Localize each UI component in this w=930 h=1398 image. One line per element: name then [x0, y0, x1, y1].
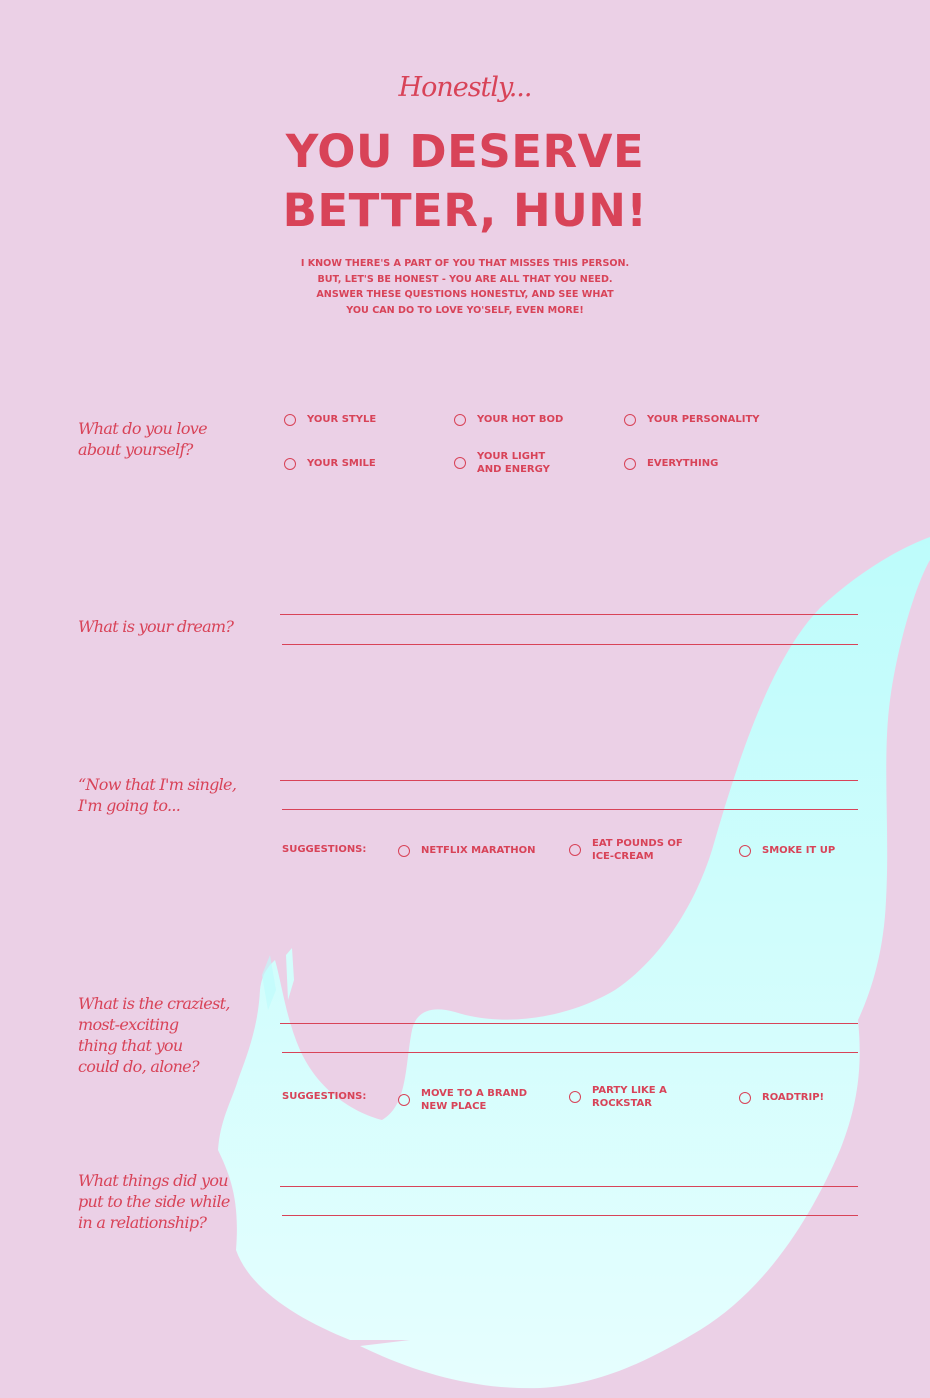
answer-line[interactable] — [282, 1215, 858, 1216]
option-label — [477, 450, 550, 476]
radio-circle-icon[interactable] — [454, 457, 466, 469]
option-label-line: MOVE TO A BRAND — [421, 1088, 527, 1099]
question-dream — [78, 616, 258, 637]
question-line: What do you love — [78, 419, 207, 438]
radio-circle-icon[interactable] — [454, 414, 466, 426]
radio-circle-icon[interactable] — [569, 844, 581, 856]
question-line: “Now that I'm single, — [78, 775, 237, 794]
question-now-single — [78, 774, 258, 816]
answer-line[interactable] — [282, 809, 858, 810]
option-label: NETFLIX MARATHON — [421, 845, 536, 856]
question-line: most-exciting — [78, 1015, 179, 1034]
page-title-line-1: YOU DESERVE — [285, 125, 645, 178]
question-put-aside — [78, 1170, 258, 1233]
radio-circle-icon[interactable] — [739, 845, 751, 857]
option-your-style[interactable] — [284, 413, 376, 426]
suggestions-label: SUGGESTIONS: — [282, 1091, 367, 1102]
answer-line[interactable] — [280, 1023, 858, 1024]
option-label: YOUR PERSONALITY — [647, 414, 760, 425]
suggestion-netflix-marathon[interactable] — [398, 844, 536, 857]
question-line: about yourself? — [78, 440, 193, 459]
answer-line[interactable] — [280, 780, 858, 781]
question-line: What is your dream? — [78, 617, 234, 636]
option-label — [421, 1087, 527, 1113]
intro-line: YOU CAN DO TO LOVE YO'SELF, EVEN MORE! — [346, 304, 584, 316]
radio-circle-icon[interactable] — [569, 1091, 581, 1103]
question-line: thing that you — [78, 1036, 183, 1055]
question-line: could do, alone? — [78, 1057, 199, 1076]
suggestions-label: SUGGESTIONS: — [282, 844, 367, 855]
option-your-light-and-energy[interactable] — [454, 450, 550, 476]
answer-line[interactable] — [282, 644, 858, 645]
question-line: What is the craziest, — [78, 994, 230, 1013]
answer-line[interactable] — [280, 1186, 858, 1187]
option-label-line: YOUR LIGHT — [477, 451, 546, 462]
question-line: I'm going to... — [78, 796, 181, 815]
suggestion-eat-ice-cream[interactable] — [569, 837, 683, 863]
question-line: in a relationship? — [78, 1213, 207, 1232]
option-label-line: AND ENERGY — [477, 464, 550, 475]
question-line: put to the side while — [78, 1192, 230, 1211]
suggestion-smoke-it-up[interactable] — [739, 844, 835, 857]
option-label-line: ROCKSTAR — [592, 1098, 652, 1109]
radio-circle-icon[interactable] — [284, 458, 296, 470]
option-label-line: ICE-CREAM — [592, 851, 654, 862]
option-label: YOUR HOT BOD — [477, 414, 564, 425]
intro-line: BUT, LET'S BE HONEST - YOU ARE ALL THAT YOU NEED. — [317, 273, 613, 285]
option-label: YOUR SMILE — [307, 458, 376, 469]
question-line: What things did you — [78, 1171, 228, 1190]
suggestion-move-new-place[interactable] — [398, 1087, 527, 1113]
question-love-yourself — [78, 418, 258, 460]
suggestion-party-rockstar[interactable] — [569, 1084, 667, 1110]
radio-circle-icon[interactable] — [398, 845, 410, 857]
radio-circle-icon[interactable] — [624, 458, 636, 470]
intro-paragraph — [0, 256, 930, 318]
option-your-smile[interactable] — [284, 457, 376, 470]
option-label — [592, 837, 683, 863]
intro-line: ANSWER THESE QUESTIONS HONESTLY, AND SEE WHAT — [316, 289, 614, 300]
option-label-line: PARTY LIKE A — [592, 1085, 667, 1096]
answer-line[interactable] — [280, 614, 858, 615]
option-your-personality[interactable] — [624, 413, 760, 426]
radio-circle-icon[interactable] — [398, 1094, 410, 1106]
radio-circle-icon[interactable] — [624, 414, 636, 426]
suggestion-roadtrip[interactable] — [739, 1091, 824, 1104]
option-everything[interactable] — [624, 457, 718, 470]
radio-circle-icon[interactable] — [284, 414, 296, 426]
kicker-heading: Honestly... — [398, 72, 532, 103]
option-label: ROADTRIP! — [762, 1092, 825, 1103]
question-craziest-thing — [78, 993, 258, 1077]
option-label-line: NEW PLACE — [421, 1101, 487, 1112]
intro-line: I KNOW THERE'S A PART OF YOU THAT MISSES THIS PERSON. — [300, 258, 630, 269]
option-your-hot-bod[interactable] — [454, 413, 563, 426]
option-label — [592, 1084, 667, 1110]
page-title-line-2: BETTER, HUN! — [282, 184, 648, 237]
radio-circle-icon[interactable] — [739, 1092, 751, 1104]
option-label: SMOKE IT UP — [762, 845, 836, 856]
option-label: EVERYTHING — [647, 458, 719, 469]
page-title — [0, 122, 930, 240]
option-label: YOUR STYLE — [307, 414, 377, 425]
answer-line[interactable] — [282, 1052, 858, 1053]
option-label-line: EAT POUNDS OF — [592, 838, 683, 849]
